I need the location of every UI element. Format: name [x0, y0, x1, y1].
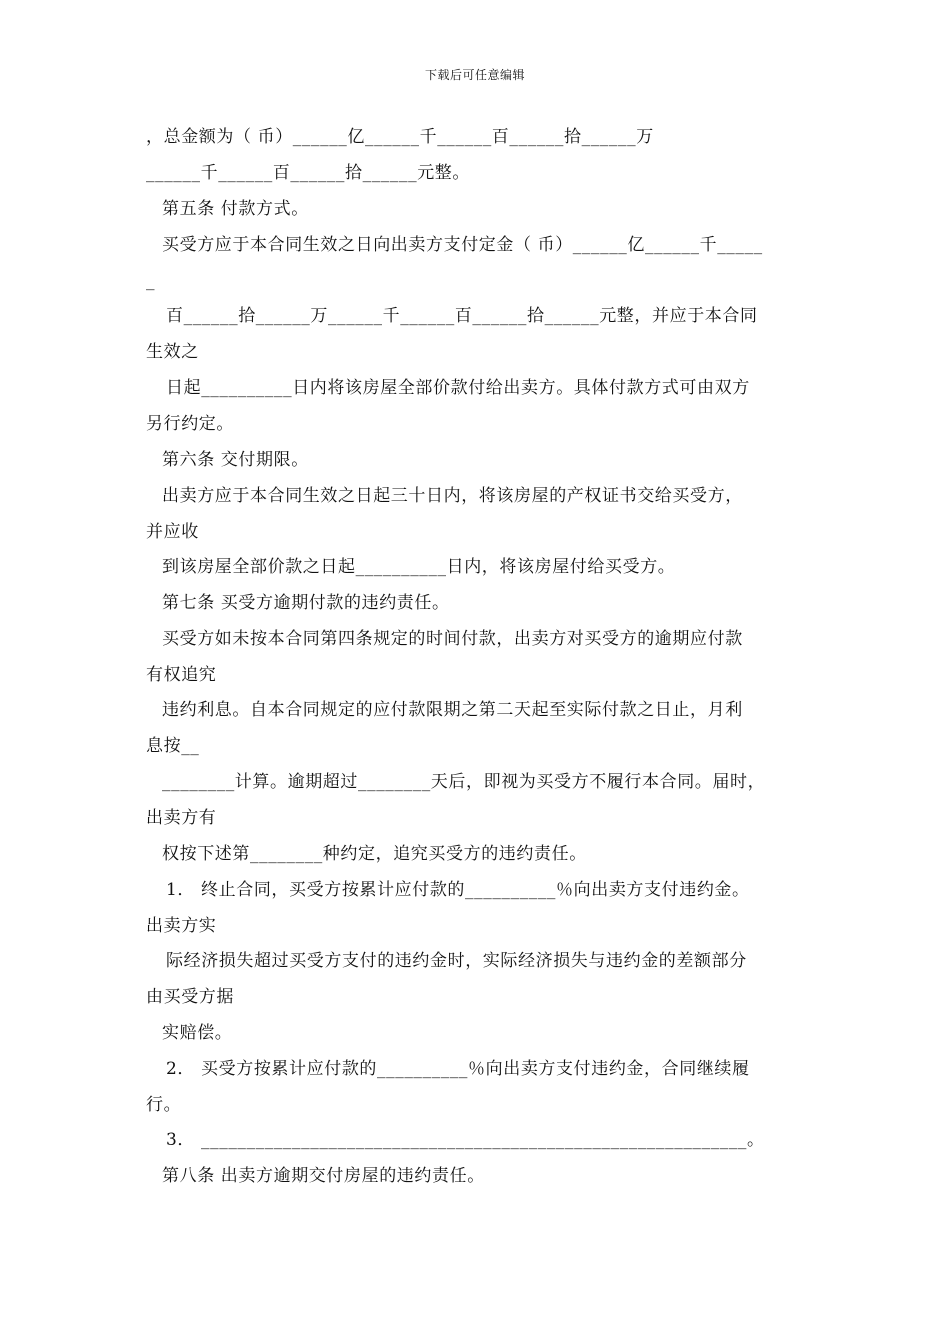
text-line: 日起__________日内将该房屋全部价款付给出卖方。具体付款方式可由双方 — [166, 378, 750, 398]
list-item: 2． 买受方按累计应付款的__________％向出卖方支付违约金，合同继续履 — [166, 1059, 750, 1079]
text-line: _ — [146, 271, 156, 291]
text-line: 到该房屋全部价款之日起__________日内，将该房屋付给买受方。 — [162, 557, 676, 577]
section-heading: 第七条 买受方逾期付款的违约责任。 — [162, 593, 450, 613]
text-line: ，总金额为（ 币）______亿______千______百______拾______万 — [146, 127, 654, 147]
section-heading: 第八条 出卖方逾期交付房屋的违约责任。 — [162, 1166, 485, 1186]
text-line: 实赔偿。 — [162, 1023, 233, 1043]
text-line: 出卖方有 — [146, 808, 217, 828]
text-line: 由买受方据 — [146, 987, 234, 1007]
text-line: 权按下述第________种约定，追究买受方的违约责任。 — [162, 844, 587, 864]
text-line: 违约利息。自本合同规定的应付款限期之第二天起至实际付款之日止，月利 — [162, 700, 743, 720]
text-line: 际经济损失超过买受方支付的违约金时，实际经济损失与违约金的差额部分 — [166, 951, 747, 971]
list-item: 3． ____________________________________________________________。 — [166, 1130, 765, 1150]
text-line: ______千______百______拾______元整。 — [146, 163, 470, 183]
list-item: 1． 终止合同，买受方按累计应付款的__________％向出卖方支付违约金。 — [166, 880, 750, 900]
text-line: 生效之 — [146, 342, 199, 362]
text-line: 买受方应于本合同生效之日向出卖方支付定金（ 币）______亿______千_____ — [162, 235, 763, 255]
text-line: 另行约定。 — [146, 414, 234, 434]
text-line: 出卖方应于本合同生效之日起三十日内，将该房屋的产权证书交给买受方， — [162, 486, 743, 506]
page-header: 下载后可任意编辑 — [424, 68, 525, 82]
text-line: 出卖方实 — [146, 916, 217, 936]
text-line: 买受方如未按本合同第四条规定的时间付款，出卖方对买受方的逾期应付款 — [162, 629, 743, 649]
text-line: 有权追究 — [146, 665, 217, 685]
text-line: 并应收 — [146, 522, 199, 542]
text-line: ________计算。逾期超过________天后，即视为买受方不履行本合同。届时， — [162, 772, 766, 792]
section-heading: 第五条 付款方式。 — [162, 199, 309, 219]
section-heading: 第六条 交付期限。 — [162, 450, 309, 470]
text-line: 行。 — [146, 1095, 182, 1115]
text-line: 息按__ — [146, 736, 200, 756]
text-line: 百______拾______万______千______百______拾______元整，并应于本合同 — [166, 306, 758, 326]
